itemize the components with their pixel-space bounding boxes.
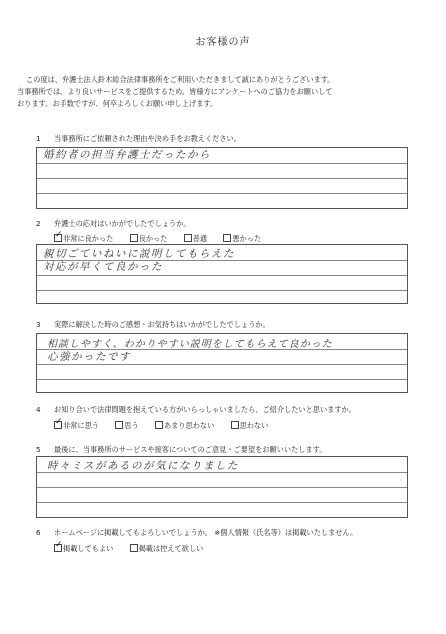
option[interactable]: ✓非常に良かった: [54, 234, 113, 244]
options-4: [54, 421, 282, 431]
ruled-line: [37, 502, 407, 503]
question-number: 3: [36, 320, 41, 329]
question-5: [36, 445, 326, 455]
question-text: お知り合いで法律問題を抱えている方がいらっしゃいましたら、ご紹介したいと思いますか。: [54, 405, 356, 414]
question-number: 4: [36, 405, 41, 414]
ruled-line: [37, 379, 407, 380]
checkbox[interactable]: [184, 234, 192, 242]
question-3: [36, 320, 270, 330]
question-text: ホームページに掲載してもよろしいでしょうか。 ※個人情報（氏名等）は掲載いたしません。: [54, 528, 358, 537]
question-4: [36, 405, 356, 415]
handwritten-answer-line-1: 親切ごていねいに説明してもらえた: [43, 248, 235, 260]
checkbox[interactable]: [231, 421, 239, 429]
ruled-line: [37, 364, 407, 365]
answer-box-3[interactable]: [36, 333, 408, 393]
ruled-line: [37, 275, 407, 276]
intro-line-3: おります。お手数ですが、何卒よろしくお願い申し上げます。: [17, 99, 218, 108]
answer-box-1[interactable]: [36, 147, 408, 209]
options-6: [54, 544, 217, 554]
question-1: [36, 134, 241, 144]
checkbox-checked[interactable]: [54, 234, 62, 242]
ruled-line: [37, 178, 407, 179]
handwritten-answer-line-2: 対応が早くて良かった: [43, 261, 163, 273]
question-text: 弁護士の応対はいかがでしたでしょうか。: [54, 219, 191, 228]
ruled-line: [37, 487, 407, 488]
question-number: 1: [36, 134, 41, 143]
ruled-line: [37, 163, 407, 164]
question-text: 最後に、当事務所のサービスや接客についてのご意見・ご要望をお願いいたします。: [54, 445, 327, 454]
checkbox-checked[interactable]: [54, 421, 62, 429]
option[interactable]: 思わない: [231, 421, 269, 431]
answer-box-5[interactable]: [36, 456, 408, 518]
question-text: 実際に解決した時のご感想・お気持ちはいかがでしたでしょうか。: [54, 320, 270, 329]
page-title: お客様の声: [195, 37, 251, 48]
checkbox-checked[interactable]: [54, 544, 62, 552]
question-number: 5: [36, 445, 41, 454]
checkbox[interactable]: [223, 234, 231, 242]
option[interactable]: ✓掲載してもよい: [54, 544, 113, 554]
question-6: [36, 528, 357, 538]
option[interactable]: 掲載は控えて欲しい: [130, 544, 204, 554]
intro-line-2: 当事務所では、より良いサービスをご提供するため、皆様方にアンケートへのご協力をお願いして: [17, 87, 333, 96]
question-number: 6: [36, 528, 41, 537]
option[interactable]: あまり思わない: [155, 421, 214, 431]
handwritten-answer-line-1: 相談しやすく、わかりやすい説明をしてもらえて良かった: [47, 339, 333, 350]
question-number: 2: [36, 219, 41, 228]
option[interactable]: 悪かった: [223, 234, 261, 244]
checkbox[interactable]: [155, 421, 163, 429]
option[interactable]: 良かった: [130, 234, 168, 244]
handwritten-answer: 婚約者の担当弁護士だったから: [43, 149, 211, 161]
question-text: 当事務所にご依頼された理由や決め手をお教えください。: [54, 134, 241, 143]
option[interactable]: 思う: [115, 421, 138, 431]
checkbox[interactable]: [115, 421, 123, 429]
answer-box-2[interactable]: [36, 244, 408, 304]
intro-line-1: この度は、弁護士法人鈴木総合法律事務所をご利用いただきまして誠にありがとうございます。: [26, 75, 335, 84]
handwritten-answer-line-2: 心強かったです: [47, 351, 131, 363]
option[interactable]: 普通: [184, 234, 207, 244]
ruled-line: [37, 290, 407, 291]
question-2: [36, 219, 191, 229]
option[interactable]: ✓非常に思う: [54, 421, 99, 431]
handwritten-answer: 時々ミスがあるのが気になりました: [47, 460, 239, 472]
checkbox[interactable]: [130, 234, 138, 242]
ruled-line: [37, 193, 407, 194]
options-2: [54, 234, 275, 244]
checkbox[interactable]: [130, 544, 138, 552]
